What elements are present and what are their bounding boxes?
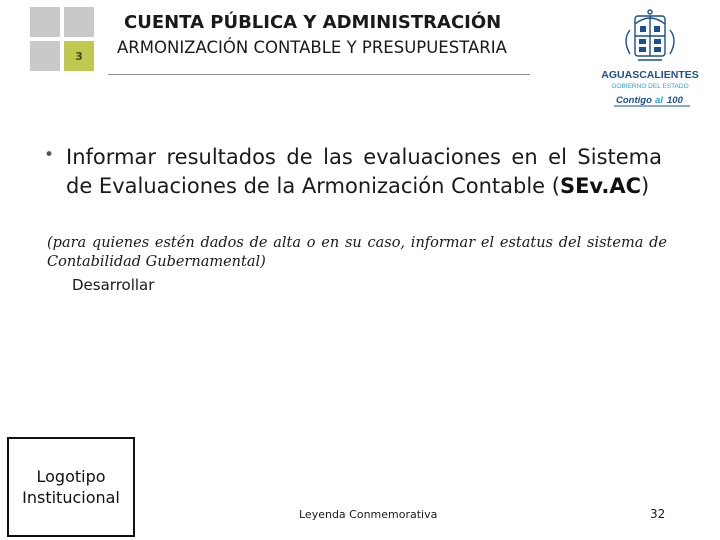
bullet-item: [66, 143, 662, 201]
coat-of-arms-icon: [600, 8, 705, 108]
decorative-square: [30, 7, 60, 37]
note-text: (para quienes estén dados de alta o en su caso, informar el estatus del sistema de Contabilidad Gubernamental): [47, 235, 667, 270]
header-divider: [108, 74, 530, 75]
state-logo: [600, 8, 705, 108]
slide-number: 3: [75, 49, 83, 63]
decorative-square: [30, 41, 60, 71]
bullet-item-end: ): [641, 174, 650, 198]
page-number: 32: [650, 507, 666, 521]
logo-name: AGUASCALIENTES: [601, 69, 699, 81]
logo-placeholder-line1: Logotipo: [36, 467, 106, 486]
bullet-icon: •: [44, 145, 55, 165]
institutional-logo-placeholder: [7, 437, 135, 537]
logo-slogan-left: Contigo: [616, 95, 652, 106]
logo-placeholder-line2: Institucional: [22, 488, 120, 507]
bullet-item-bold: SEv.AC: [559, 174, 642, 198]
decorative-square: [64, 7, 94, 37]
logo-slogan-mid: al: [655, 95, 663, 106]
logo-slogan-right: 100: [667, 95, 683, 106]
bullet-item-text: Informar resultados de las evaluaciones en el Sistema de Evaluaciones de la Armonización Contable (: [66, 145, 662, 198]
slide-title: CUENTA PÚBLICA Y ADMINISTRACIÓN: [124, 12, 502, 33]
logo-tagline: GOBIERNO DEL ESTADO: [611, 83, 689, 90]
status-text: Desarrollar: [72, 276, 155, 294]
commemorative-legend: Leyenda Conmemorativa: [299, 508, 438, 521]
slide-subtitle: ARMONIZACIÓN CONTABLE Y PRESUPUESTARIA: [117, 38, 507, 57]
